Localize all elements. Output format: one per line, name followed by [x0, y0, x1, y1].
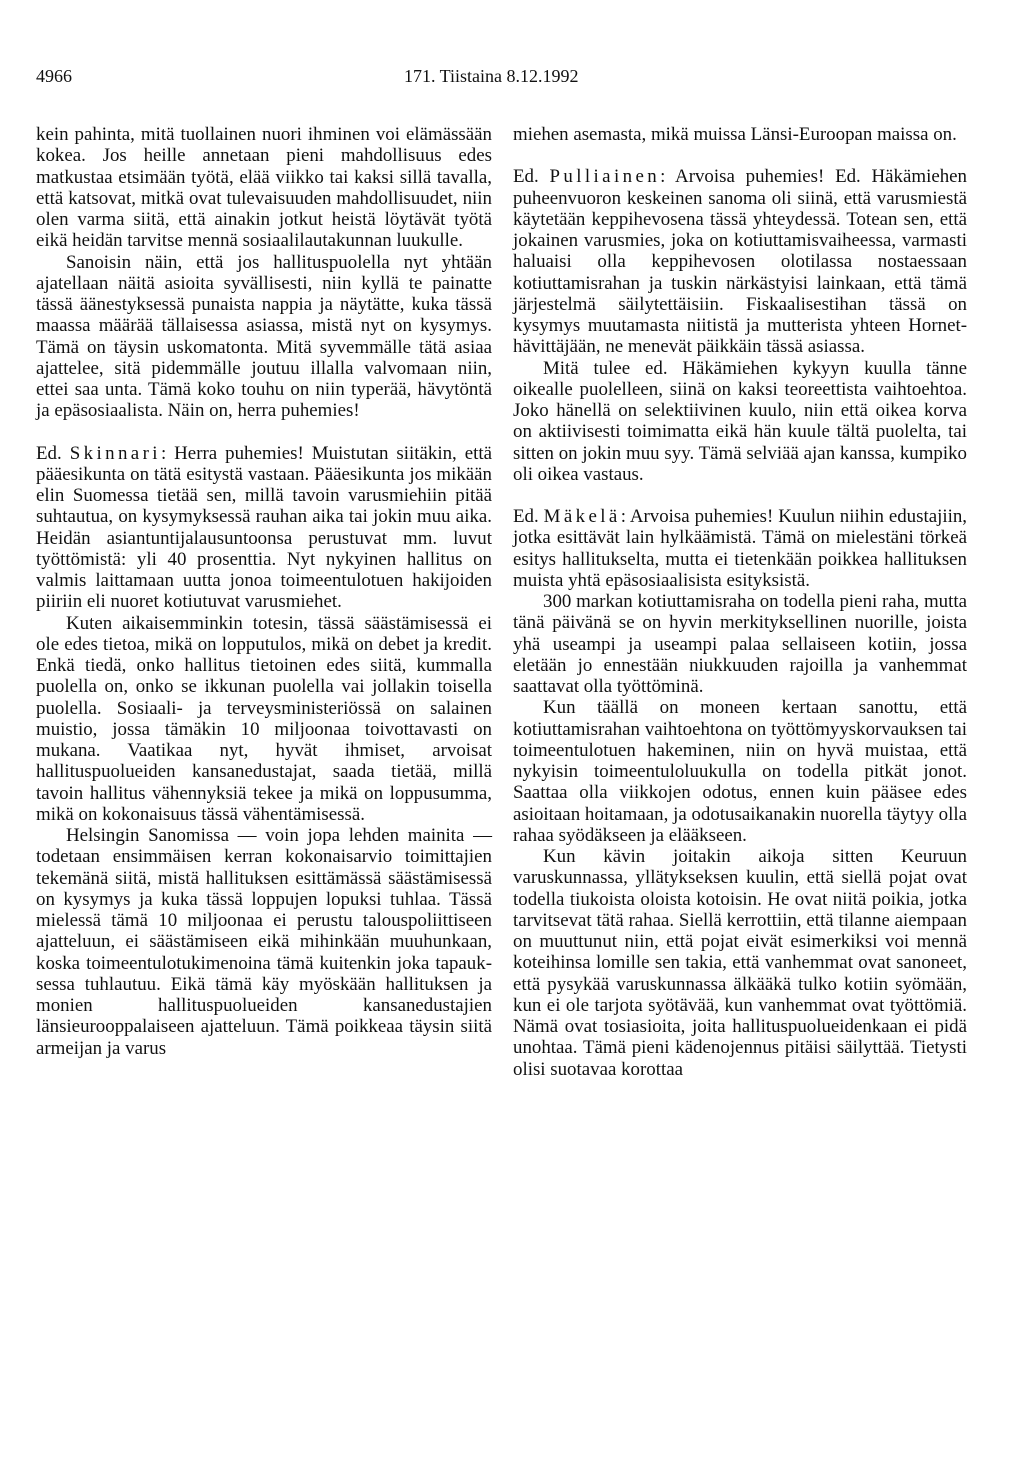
paragraph: kein pahinta, mitä tuollainen nuori ihminen voi elämässään kokea. Jos heille annetaan pieni mahdollisuus edes matkustaa etsimään työtä, elää viikko tai kaksi sillä tavalla, että katsovat, mitkä ovat tulevaisuuden mahdollisuudet, niin olen varma siitä, että ainakin jotkut heistä löytävät työtä eikä heidän tarvitse mennä sosiaalilautakunnan luukulle.: [36, 124, 492, 252]
speaker-name: Mäkelä: [543, 506, 621, 527]
speaker-name: Pulliainen: [549, 166, 661, 188]
paragraph: miehen asemasta, mikä muissa Länsi-Euroopan maissa on.: [513, 124, 957, 145]
speech-start: [36, 443, 492, 613]
session-date: 171. Tiistaina 8.12.1992: [404, 66, 579, 86]
speaker-prefix: Ed.: [513, 506, 544, 527]
speech-start: [513, 166, 967, 357]
paragraph: Helsingin Sanomissa — voin jopa lehden mainita — todetaan ensimmäisen kerran kokonaisarvio toimittajien tekemänä siitä, mistä hallituksen esittämässä säästämisessä on kysymys ja kuka tässä loppujen lopuksi tuhlaa. Tässä mielessä tämä 10 miljoonaa ei perustu talouspoliittiseen ajatteluun, ei säästämiseen eikä mihinkään muuhunkaan, koska toimeentulotukimenoina tämä kuitenkin joka tapauksessa tuhlautuu. Eikä tämä käy myöskään hallituksen ja monien hallituspuolueiden kansanedustajien länsieurooppalaiseen ajatteluun. Tämä poikkeaa täysin siitä armeijan ja varus: [36, 825, 492, 1059]
left-column: [36, 124, 492, 1059]
paragraph: Sanoisin näin, että jos hallituspuolella nyt yhtään ajatellaan näitä asioita syvällisesti, niin kyllä te painatte tässä äänestyksessä punaista nappia ja näytätte, kuka tässä maassa määrää tällaisessa asiassa, mistä nyt on kysymys. Tämä on täysin uskomatonta. Mitä syvemmälle tätä asiaa ajattelee, sitä pidemmälle joutuu illalla valvomaan niin, ettei saa unta. Tämä koko touhu on niin typerää, hävytöntä ja epäsosiaalista. Näin on, herra puhemies!: [36, 251, 492, 422]
paragraph: Kun kävin joitakin aikoja sitten Keuruun varuskunnassa, yllätykseksen kuulin, että siellä pojat ovat todella tiukoista oloista kotoisin. He ovat niitä poikia, jotka tarvitsevat tätä rahaa. Siellä kerrottiin, että tilanne aiempaan on muuttunut niin, että pojat eivät esimerkiksi voi mennä koteihinsa lomille sen takia, että vanhemmat ovat sanoneet, että pysykää varuskunnassa älkääkä tulko kotiin syömään, kun ei ole tarjota syötävää, kun vanhemmat ovat työttömiä. Nämä ovat tosiasioita, joita hallituspuolueidenkaan ei pidä unohtaa. Tämä pieni kädenojennus pitäisi säilyttää. Tietysti olisi suotavaa korottaa: [513, 846, 967, 1080]
page-number: 4966: [36, 66, 72, 86]
speech-text: : Arvoisa puhemies! Kuulun niihin edustajiin, jotka esittävät lain hylkäämistä. Tämä on mielestäni törkeä esitys hallitukselta, mutta ei tietenkään poikkea hallituksen muista yhtä epäsosiaalisista esityksistä.: [513, 506, 967, 591]
page-header: [36, 66, 964, 90]
speaker-prefix: Ed.: [513, 166, 550, 188]
speaker-prefix: Ed.: [36, 442, 70, 464]
right-column: [513, 124, 967, 1080]
speech-start: [513, 506, 967, 591]
speaker-name: Skinnari: [69, 442, 161, 464]
paragraph: Mitä tulee ed. Häkämiehen kykyyn kuulla tänne oikealle puolelleen, siinä on kaksi teoreettista vaihtoehtoa. Joko hänellä on selektiivinen kuulo, niin että oikea korva on aktiivisesti toimimatta eikä hän kuule tältä puolelta, tai sitten on jokin muu syy. Tämä selviää ajan kanssa, kumpiko oli oikea vastaus.: [513, 357, 967, 485]
paragraph: Kuten aikaisemminkin totesin, tässä säästämisessä ei ole edes tietoa, mikä on lopputulos, mikä on debet ja kredit. Enkä tiedä, onko hallitus tietoinen edes siitä, kummalla puolella on, onko se ikkunan puolella vai jollakin toisella puolella. Sosiaali- ja terveysministeriössä on salainen muistio, jossa tämäkin 10 miljoonaa toivottavasti on mukana. Vaatikaa nyt, hyvät ihmiset, arvoisat hallituspuolueiden kansanedustajat, saada tietää, millä tavoin hallitus vähennyksiä tekee ja mikä on loppusumma, mikä on kokonaisuus tässä vähentämisessä.: [36, 612, 492, 825]
paragraph: Kun täällä on moneen kertaan sanottu, että kotiuttamisrahan vaihtoehtona on työttömyyskorvauksen tai toimeentulotuen hakeminen, niin on hyvä muistaa, että nykyisin toimeentuloluukulla on todella pitkät jonot. Saattaa olla viikkojen odotus, ennen kuin pääsee edes asioitaan hoitamaan, ja odotusaikanakin nuorella täytyy olla rahaa syödäkseen ja elääkseen.: [513, 697, 967, 846]
speech-text: : Herra puhemies! Muistutan siitäkin, että pääesikunta on tätä esitystä vastaan. Pääesikunta jos mikään elin Suomessa tietää sen, millä tavoin varusmiehiin pitää suhtautua, on kysymyksessä rauhan aika tai jokin muu aika. Heidän asiantuntijalausuntoonsa perustuvat mm. luvut työttömistä: yli 40 prosenttia. Nyt nykyinen hallitus on valmis laittamaan uutta jonoa toimeentulotuen hakijoiden piiriin eli nuoret kotiutuvat varusmiehet.: [36, 442, 492, 613]
paragraph: 300 markan kotiuttamisraha on todella pieni raha, mutta tänä päivänä se on hyvin merkityksellinen nuorille, joista yhä useampi ja useampi palaa sellaiseen kotiin, jossa eletään jo ennestään niukkuuden rajoilla ja vanhemmat saattavat olla työttöminä.: [513, 591, 967, 697]
speech-text: : Arvoisa puhemies! Ed. Häkämiehen puheenvuoron keskeinen sanoma oli siinä, että varusmiestä käytetään keppihevosena tässä yhteydessä. Totean sen, että jokainen varusmies, joka on kotiuttamisvaiheessa, varmasti haluaisi olla keppihevosen olotilassa nostaessaan kotiuttamisrahan ja tuskin närkästyisi lainkaan, että tämä järjestelmä säilytettäisiin. Fiskaalisestihan tässä on kysymys muutamasta niitistä ja mutterista yhteen Hornet-hävittäjään, ne menevät päikkäin tässä asiassa.: [513, 166, 967, 358]
